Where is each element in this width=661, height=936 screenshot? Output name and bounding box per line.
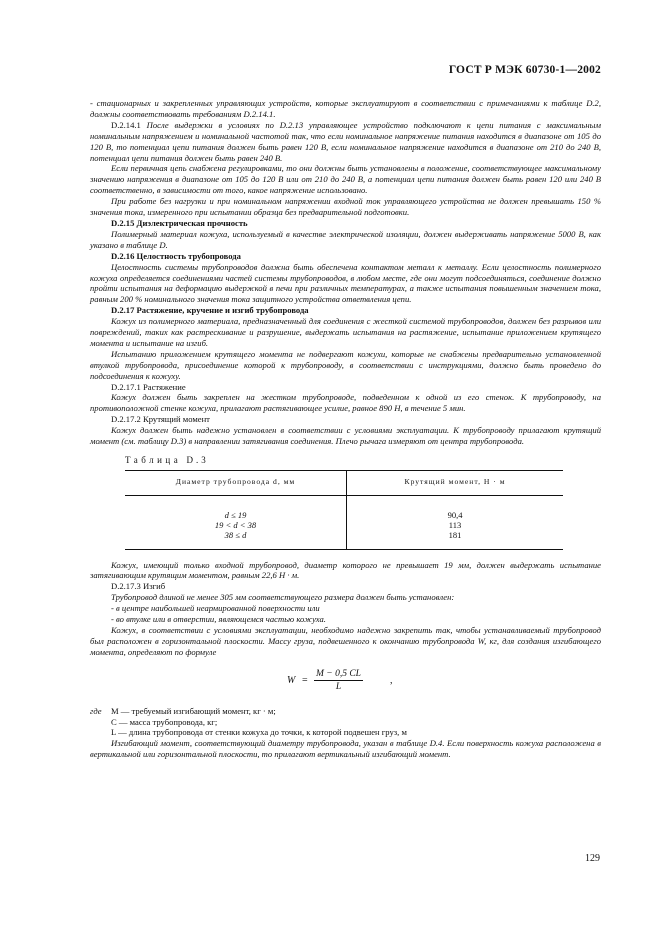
formula-fraction xyxy=(314,668,363,693)
paragraph: Целостность системы трубопроводов должна быть обеспечена контактом металл к металлу. Если целостность полимерного кожуха определяется соединениями частей системы трубопроводов, в любом месте, где они могут подсоединяться, соединение должно пройти испытания на деформацию выдержкой в печи при различных температурах, а также испытания повышенным значением тока, равным 200 % номинального значения тока защитного устройства ответвления цепи. xyxy=(90,261,601,305)
formula-denominator: L xyxy=(335,681,342,692)
paragraph: При работе без нагрузки и при номинальном напряжении входной ток управляющего устройства не должен превышать 150 % значения тока, измеренного при испытании образца без предварительной подготовки. xyxy=(90,196,601,218)
paragraph: Кожух, имеющий только входной трубопровод, диаметр которого не превышает 19 мм, должен выдержать испытание затягивающим крутящим моментом, равным 22,6 Н · м. xyxy=(90,559,601,581)
paragraph: Кожух должен быть закреплен на жестком трубопроводе, подведенном к одной из его стенок. К трубопроводу, на противоположной стенке кожуха, прилагают растягивающее усилие, равное 890 Н, в течение 5 мин. xyxy=(90,392,601,414)
paragraph: - во втулке или в отверстии, являющемся частью кожуха. xyxy=(111,614,326,625)
subsection-heading: D.2.17.3 Изгиб xyxy=(111,581,166,592)
paragraph xyxy=(90,120,601,164)
formula-lhs: W xyxy=(287,674,296,686)
paragraph: Полимерный материал кожуха, используемый в качестве электрической изоляции, должен выдерживать напряжение 5000 В, как указано в таблице D. xyxy=(90,228,601,250)
section-heading: D.2.15 Диэлектрическая прочность xyxy=(111,217,248,228)
table-cell-diameter: 38 ≤ d xyxy=(125,530,347,549)
formula-numerator: M − 0,5 CL xyxy=(316,668,361,679)
section-heading: D.2.17 Растяжение, кручение и изгиб трубопровода xyxy=(111,305,309,316)
table-caption-id: D.3 xyxy=(186,455,209,465)
table-row xyxy=(125,530,563,549)
document-body xyxy=(90,98,601,760)
paragraph: Кожух из полимерного материала, предназначенный для соединения с жесткой системой трубопроводов, должен без разрывов или повреждений, таких как растрескивание и разрушение, выдержать испытания на растяжение, испытание приложением крутящего момента и испытание на изгиб. xyxy=(90,316,601,348)
formula-comma: , xyxy=(390,674,393,686)
paragraph: - стационарных и закрепленных управляющих устройств, которые эксплуатируют в соответствии с примечаниями к таблице D.2, должны соответствовать требованиям D.2.14.1. xyxy=(90,98,601,119)
section-heading: D.2.16 Целостность трубопровода xyxy=(111,250,241,261)
table-cell-torque: 90,4 xyxy=(447,509,463,520)
where-item: C — масса трубопровода, кг; xyxy=(111,716,218,727)
paragraph-text: После выдержки в условиях по D.2.13 управляющее устройство подключают к цепи питания с максимальным номинальным напряжением и номинальной частотой так, что если номинальное напряжение питания находится в диапазоне от 105 до 120 В, то потенциал цепи питания должен быть равен 120 В, если номинальное напряжение находится в диапазоне от 210 до 240 В, потенциал цепи питания должен быть равен 240 В. xyxy=(90,119,601,163)
document-header: ГОСТ Р МЭК 60730-1—2002 xyxy=(448,64,601,76)
paragraph: - в центре наибольшей неармированной поверхности или xyxy=(111,603,320,614)
subsection-heading: D.2.17.1 Растяжение xyxy=(111,381,186,392)
page-number: 129 xyxy=(585,853,600,864)
table-header-torque: Крутящий момент, Н · м xyxy=(347,470,564,495)
table-row xyxy=(125,495,563,520)
paragraph: Испытанию приложением крутящего момента не подвергают кожухи, которые не снабжены предварительно установленной втулкой трубопровода, присоединение которой к трубопроводу, в соответствии с инструкциями, должно быть проведено до подсоединения к кожуху. xyxy=(90,348,601,381)
paragraph: Если первичная цепь снабжена регулировками, то они должны быть установлены в положение, соответствующее максимальному значению напряжения в диапазоне от 105 до 120 В или от 210 до 240 В, а потенциал цепи питания должен быть равен 120 или 240 В соответственно, в зависимости от того, какое напряжение использовано. xyxy=(90,163,601,196)
where-item: L — длина трубопровода от стенки кожуха до точки, к которой подвешен груз, м xyxy=(111,727,407,738)
table-cell-diameter: d ≤ 19 xyxy=(125,495,347,520)
paragraph: Трубопровод длиной не менее 305 мм соответствующего размера должен быть установлен: xyxy=(111,592,455,603)
bending-formula xyxy=(90,666,601,702)
where-label: где xyxy=(90,705,102,716)
torque-table xyxy=(125,470,563,550)
where-item: M — требуемый изгибающий момент, кг · м; xyxy=(111,705,276,716)
table-cell-diameter: 19 < d < 38 xyxy=(125,520,347,530)
paragraph: Кожух должен быть надежно установлен в соответствии с условиями эксплуатации. К трубопроводу прилагают крутящий момент (см. таблицу D.3) в направлении затягивания соединения. Плечо рычага измеряют от центра трубопровода. xyxy=(90,425,601,447)
formula-equals: = xyxy=(302,674,308,686)
table-cell-torque: 181 xyxy=(347,530,564,549)
table-caption-word: Таблица xyxy=(125,455,182,465)
where-list xyxy=(90,706,601,717)
table-header-diameter: Диаметр трубопровода d, мм xyxy=(125,470,347,495)
table-cell-torque: 113 xyxy=(448,520,462,531)
paragraph: Кожух, в соответствии с условиями эксплуатации, необходимо надежно закрепить так, чтобы устанавливаемый трубопровод был расположен в горизонтальной плоскости. Массу груза, подвешенного к окончанию трубопровода W, кг, для создания изгибающего момента, определяют по формуле xyxy=(90,624,601,657)
table-row xyxy=(125,520,563,530)
paragraph: Изгибающий момент, соответствующий диаметру трубопровода, указан в таблице D.4. Если поверхность кожуха расположена в вертикальной или горизонтальной плоскости, то прилагают вертикальный изгибающий момент. xyxy=(90,738,601,760)
subsection-heading: D.2.17.2 Крутящий момент xyxy=(111,414,210,425)
clause-number: D.2.14.1 xyxy=(111,119,141,130)
table-caption xyxy=(125,455,601,466)
